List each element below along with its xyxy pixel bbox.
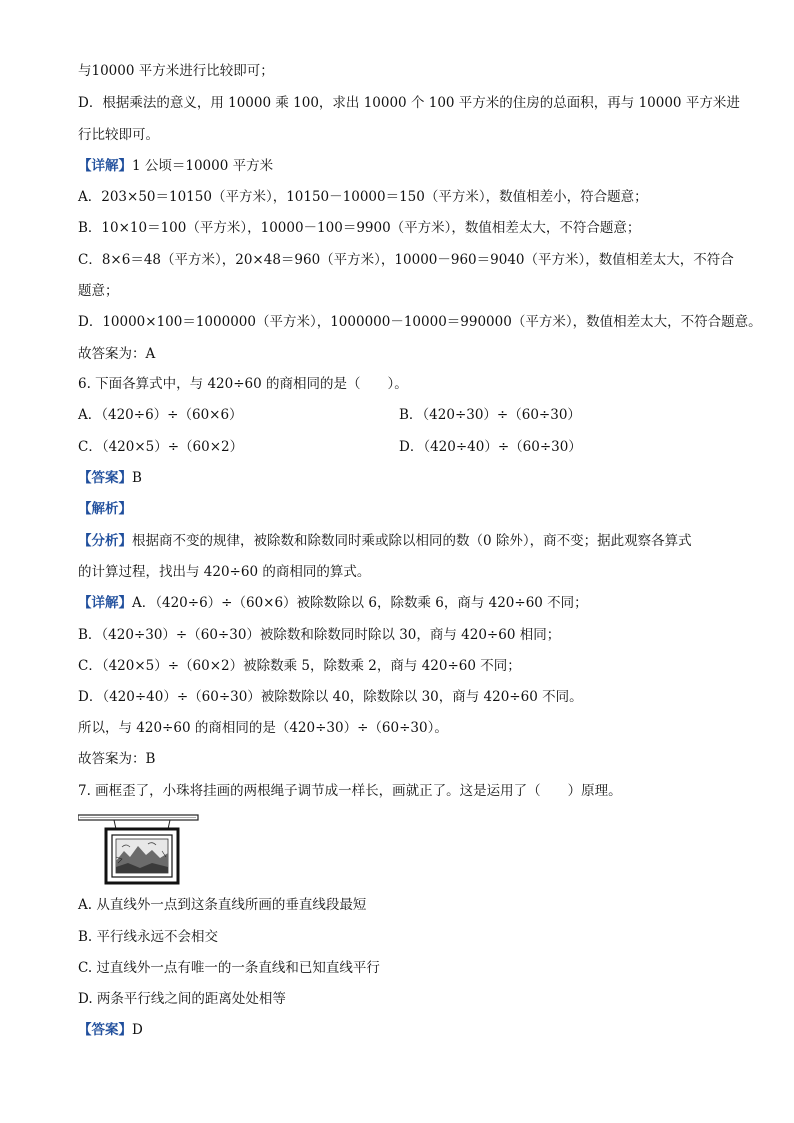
q7-option-d: D. 两条平行线之间的距离处处相等	[78, 991, 286, 1007]
text-line: D．根据乘法的意义，用 10000 乘 100，求出 10000 个 100 平方米的住房的总面积，再与 10000 平方米进	[78, 95, 740, 111]
text-line: 故答案为：A	[78, 346, 156, 362]
text-line: A．203×50＝10150（平方米），10150－10000＝150（平方米），数值相差小，符合题意；	[78, 189, 648, 205]
question-7-stem: 7. 画框歪了，小珠将挂画的两根绳子调节成一样长，画就正了。这是运用了（ ）原理。	[78, 783, 622, 799]
q6-analysis-header	[78, 500, 132, 518]
analysis-header-tag: 【解析】	[78, 501, 132, 517]
detail-tag: 【详解】	[78, 158, 132, 174]
q6-analysis	[78, 532, 692, 550]
q6-answer	[78, 469, 142, 487]
q6-final: 故答案为：B	[78, 751, 156, 767]
analysis-text: 根据商不变的规律，被除数和除数同时乘或除以相同的数（0 除外），商不变；据此观察各算式	[132, 533, 692, 549]
q6-option-b: B．（420÷30）÷（60÷30）	[399, 407, 581, 423]
q7-answer	[78, 1021, 143, 1039]
analysis-tag: 【分析】	[78, 533, 132, 549]
detail-line	[78, 157, 273, 175]
text-line: B．10×10＝100（平方米），10000－100＝9900（平方米），数值相差太大，不符合题意；	[78, 220, 641, 236]
q7-option-c: C. 过直线外一点有唯一的一条直线和已知直线平行	[78, 960, 380, 976]
answer-value: B	[132, 470, 142, 486]
detail-text: A．（420÷6）÷（60×6）被除数除以 6，除数乘 6，商与 420÷60 不同；	[132, 595, 588, 611]
q6-detail-a	[78, 594, 588, 612]
q7-option-b: B. 平行线永远不会相交	[78, 929, 219, 945]
detail-text: 1 公顷＝10000 平方米	[132, 158, 274, 174]
text-line: 行比较即可。	[78, 127, 159, 143]
text-line: 题意；	[78, 283, 119, 299]
q6-option-c: C．（420×5）÷（60×2）	[78, 439, 244, 455]
q6-detail-d: D．（420÷40）÷（60÷30）被除数除以 40，除数除以 30，商与 420÷60 不同。	[78, 689, 583, 705]
q6-summary: 所以，与 420÷60 的商相同的是（420÷30）÷（60÷30）。	[78, 720, 448, 736]
rod	[78, 815, 198, 820]
detail-tag: 【详解】	[78, 595, 132, 611]
picture-frame	[106, 829, 178, 883]
text-line: 与10000 平方米进行比较即可；	[78, 63, 274, 79]
text-line: C．8×6＝48（平方米），20×48＝960（平方米），10000－960＝9040（平方米），数值相差太大，不符合	[78, 252, 734, 268]
q6-detail-b: B．（420÷30）÷（60÷30）被除数和除数同时除以 30，商与 420÷60 相同；	[78, 627, 561, 643]
answer-tag: 【答案】	[78, 1022, 132, 1038]
text-line: D．10000×100＝1000000（平方米），1000000－10000＝990000（平方米），数值相差太大，不符合题意。	[78, 314, 762, 330]
q7-option-a: A. 从直线外一点到这条直线所画的垂直线段最短	[78, 897, 367, 913]
q6-option-d: D．（420÷40）÷（60÷30）	[399, 439, 582, 455]
q6-detail-c: C．（420×5）÷（60×2）被除数乘 5，除数乘 2，商与 420÷60 不同；	[78, 658, 521, 674]
q6-option-a: A．（420÷6）÷（60×6）	[78, 407, 243, 423]
answer-tag: 【答案】	[78, 470, 132, 486]
answer-value: D	[132, 1022, 143, 1038]
hanging-picture-illustration	[78, 813, 200, 885]
text-line: 的计算过程，找出与 420÷60 的商相同的算式。	[78, 564, 371, 580]
question-6-stem: 6. 下面各算式中，与 420÷60 的商相同的是（ ）。	[78, 376, 408, 392]
